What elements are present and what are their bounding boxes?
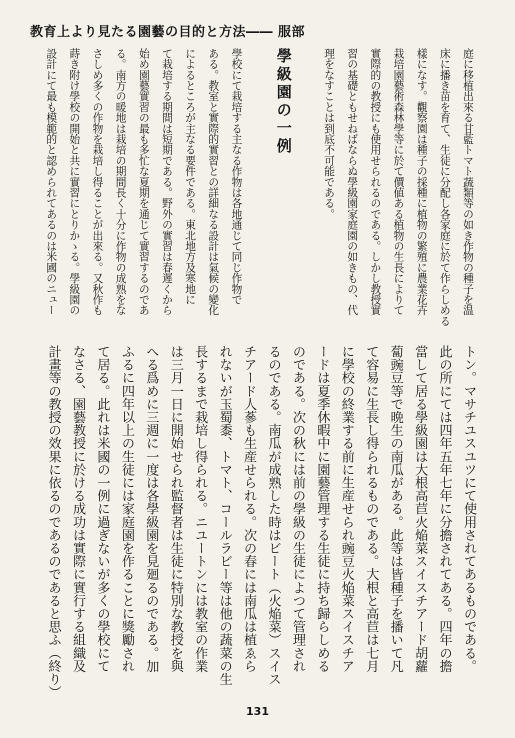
text-line: る。南方の暖地は栽培の期間長く十分に作物の成熟をな [114, 48, 128, 316]
text-line: のである。次の秋には前の學級の生徒によつて管理され [289, 345, 305, 673]
upper-text-block [40, 48, 480, 328]
text-line: は三月一日に開始せられ監督者は生徒に特別な教授を與 [167, 345, 183, 673]
text-line: 設計にて最も模範的と認められてあるのは米國のニュー [45, 48, 59, 316]
text-line: ある。教室と實際的實習との詳細なる設計は氣候の變化 [207, 48, 221, 316]
text-line: 實際的の教授にも使用せられるのである。しかし教授實 [369, 48, 383, 316]
text-line: ふるに四年以上の生徒には家庭園を作ることに獎勵され [118, 345, 134, 673]
text-line: なさる、園藝教授に於ける成功は實際に實行する組織及 [70, 345, 85, 673]
text-line: 蒔き附け學校の開始と共に實習にとりかゝる。學級園の [68, 48, 82, 316]
text-line [295, 48, 318, 328]
text-line: によるところが主なる要件である。東北地方及寒地に [184, 48, 198, 305]
text-line [248, 48, 271, 328]
text-line: さしめ多くの作物を栽培し得ることが出來る。又秋作も [91, 48, 105, 316]
text-line: 計畫等の教授の效果に依るのであるのであると思ふ（終り） [45, 345, 61, 699]
text-line: て容易に生長し得られるものである。大根と高苣は七月 [363, 345, 379, 673]
text-line: ードは夏季休暇中に園藝管理する生徒に持ち歸らしめる [314, 345, 330, 673]
lower-text-block [40, 345, 480, 705]
page-number: 131 [246, 705, 269, 718]
text-line: 栽培園藝術森林學等に於て價値ある植物の生長によりて [392, 48, 406, 316]
text-line: 當して居る學級園は大根高苣火焔菜スイスチアード胡蘿 [412, 345, 428, 673]
text-line: 蔔豌豆等で晩生の南瓜がある。此等は皆種子を播いて凡 [387, 345, 403, 673]
text-line: 長するまで栽培し得られる。ニユートンには教室の作業 [192, 345, 208, 673]
text-line: 習の基礎ともせねばならぬ學級園家庭園の如きもの、代 [346, 48, 360, 316]
text-line: 此の所にては四年五年七年に分擔されてある。四年の擔 [436, 345, 452, 673]
text-line: 學校にて栽培する主なる作物は各地通じて同じ作物で [230, 48, 244, 305]
text-line: て居る。此れは米國の一例に過ぎないが多くの學校にて [94, 345, 110, 673]
section-heading: 學級園の一例 [274, 48, 293, 156]
text-line: 樣になす。觀察園は種子の採種に植物の繁殖に農業花卉 [415, 48, 429, 316]
text-line: 庭に移植出來る甘藍トマト蔬類等の如き作物の種子を温 [462, 48, 475, 316]
text-line: 床に播き苗を育て、生徒に分配し各家庭に於て作らしめる [438, 48, 452, 327]
text-line: れないが玉蜀黍、トマト、コールラビー等は他の蔬菜の生 [216, 345, 232, 686]
text-line: チアード人蔘も生産せられる。次の春には南瓜は植ゑら [241, 345, 257, 673]
running-head: 教育上より見たる園藝の目的と方法―― 服部 [30, 25, 306, 40]
text-line: へる爲めに三週に一度は各學級園を見廻るのである。加 [143, 345, 159, 673]
text-line: に學校の終業する前に生産せられ豌豆火焔菜スイスチア [338, 345, 354, 673]
text-line: 始め園藝實習の最も多忙な夏期を通じて實習するのであ [137, 48, 151, 316]
text-line: て栽培する期間は短期である。野外の實習は春遲くから [160, 48, 174, 316]
text-line: 理をなすことは到底不可能である。 [323, 48, 337, 220]
text-line: トン。マサチユスユツにて使用されてあるものである。 [461, 345, 476, 673]
text-line: るのである。南瓜が成熟した時はビート（火焔菜）スイス [265, 345, 281, 686]
